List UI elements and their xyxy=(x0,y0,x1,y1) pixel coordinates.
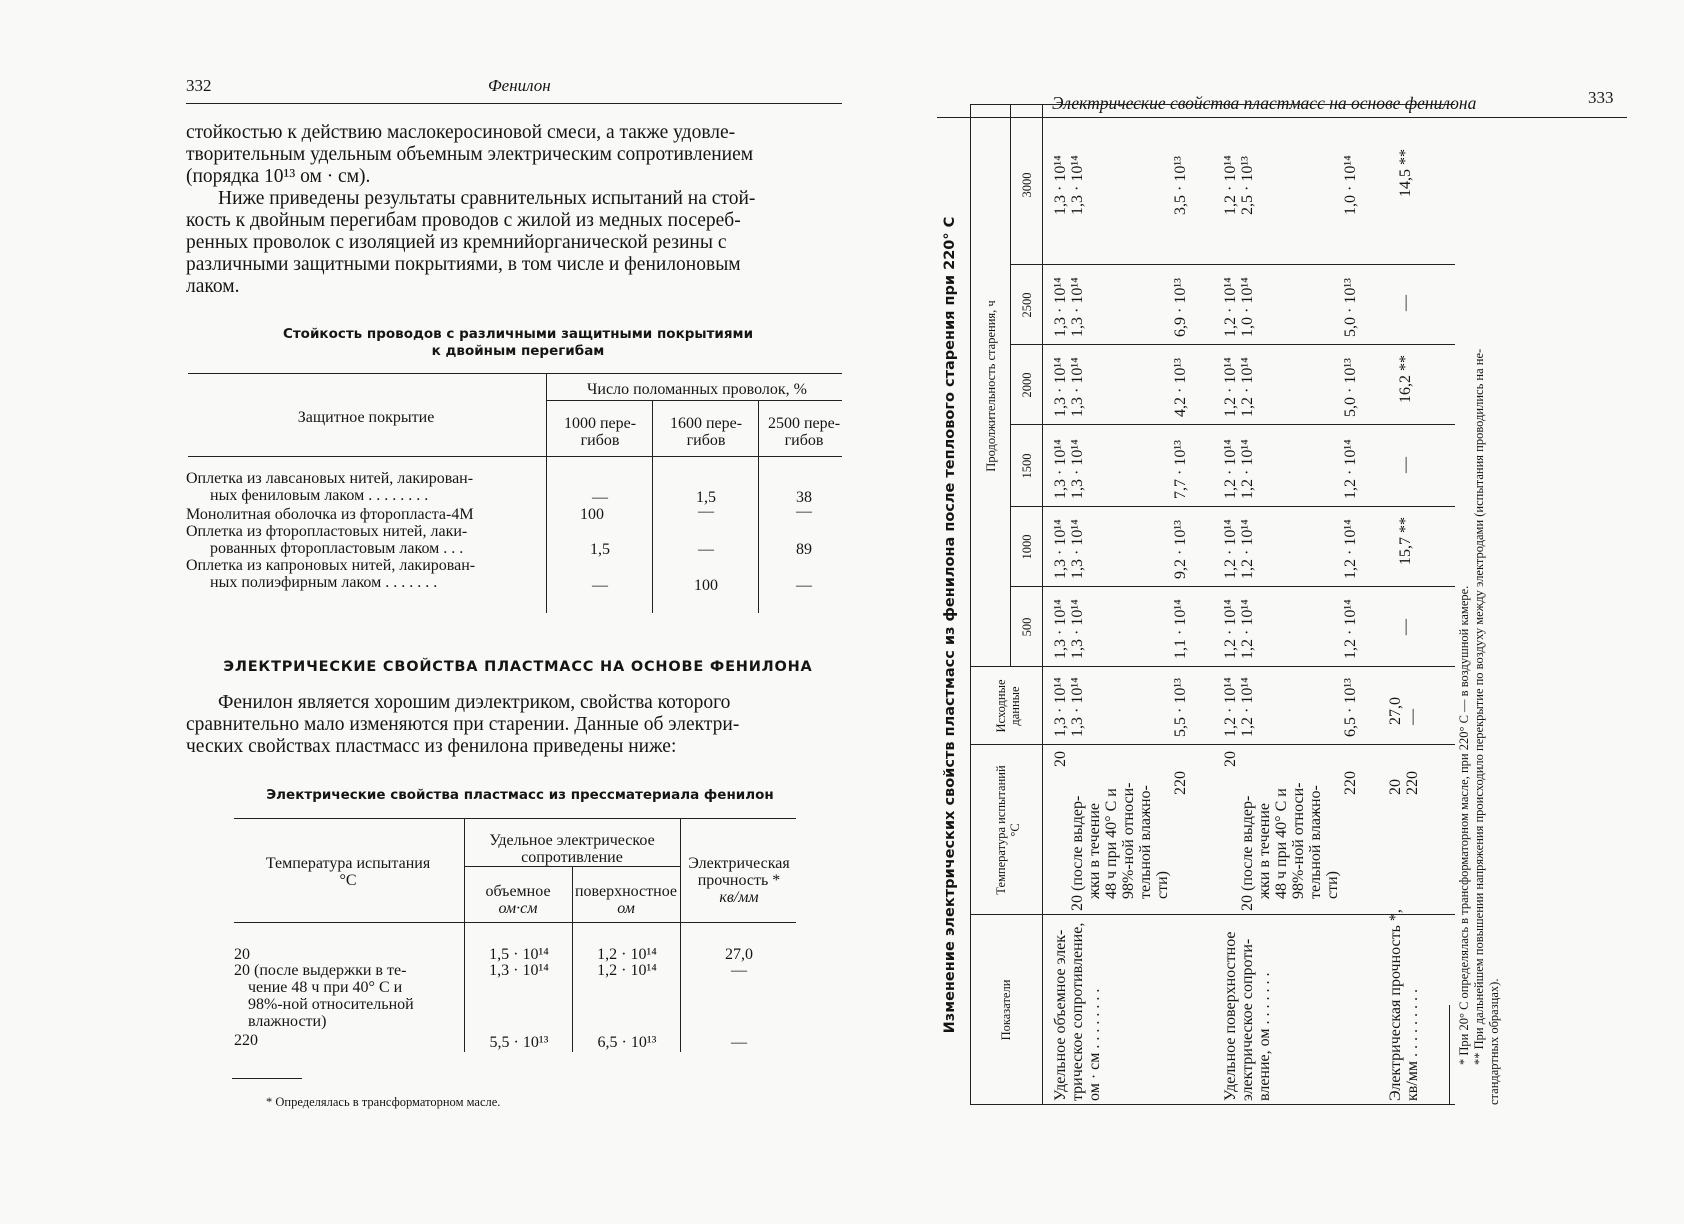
table-cell: 14,5 ** xyxy=(1397,149,1414,197)
table3-col-divider xyxy=(1010,424,1455,425)
table1-col-divider xyxy=(652,400,653,613)
table3-col-divider xyxy=(1010,506,1455,507)
section-heading: ЭЛЕКТРИЧЕСКИЕ СВОЙСТВА ПЛАСТМАСС НА ОСНОВЕ ФЕНИЛОНА xyxy=(223,659,813,675)
row-label-line: ных фениловым лаком . . . . . . . . xyxy=(210,487,429,504)
table-cell xyxy=(1052,519,1086,579)
row-label-line: Оплетка из фторопластовых нитей, лаки- xyxy=(186,523,468,540)
header-line: Удельное электрическое xyxy=(489,832,655,849)
table3-col-divider xyxy=(1010,344,1455,345)
table1-group-rule xyxy=(546,400,848,401)
table-cell: 7,7 · 10¹³ xyxy=(1172,440,1189,499)
value: 1,2 · 10¹⁴ xyxy=(1239,599,1256,659)
table3-group-volume-temp220: 220 xyxy=(1172,771,1189,795)
table-cell: 100 xyxy=(580,506,604,523)
table-cell: — xyxy=(796,503,812,520)
table3-header-duration: Продолжительность старения, ч xyxy=(984,300,998,472)
value: 1,3 · 10¹⁴ xyxy=(1069,599,1086,659)
temp-line: 20 (после выдер- xyxy=(1239,795,1256,911)
table-cell: — xyxy=(731,1034,747,1051)
table1-title-line: к двойным перегибам xyxy=(431,343,605,359)
table-cell: 38 xyxy=(796,489,812,506)
table-cell: 1,5 · 10¹⁴ xyxy=(489,946,549,963)
paragraph-dielectric xyxy=(186,692,850,758)
table-cell: 15,7 ** xyxy=(1397,517,1414,565)
value: 1,2 · 10¹⁴ xyxy=(1239,519,1256,579)
value: 1,3 · 10¹⁴ xyxy=(1052,277,1069,337)
temp-line: жки в течение xyxy=(1256,802,1273,899)
table2-top-rule xyxy=(234,818,796,819)
table3-group-surface-temps xyxy=(1222,751,1341,911)
page-number-left: 332 xyxy=(186,76,212,95)
table-cell xyxy=(1052,155,1086,215)
table-cell: 6,9 · 10¹³ xyxy=(1172,278,1189,337)
row-label-line: 98%-ной относительной xyxy=(248,996,414,1013)
row-label-line: Оплетка из лавсановых нитей, лакирован- xyxy=(186,470,474,487)
header-line: Электрическая xyxy=(688,855,790,872)
temp-line: 20 xyxy=(1222,751,1239,767)
value: 1,3 · 10¹⁴ xyxy=(1052,677,1069,737)
table-cell xyxy=(1052,357,1086,417)
table-cell: 5,0 · 10¹³ xyxy=(1342,358,1359,417)
table-cell xyxy=(1052,439,1086,499)
table-cell: 1,5 xyxy=(696,489,716,506)
header-line: поверхностное xyxy=(574,883,678,900)
header-line: Температура испытания xyxy=(265,855,431,872)
table2-col-divider xyxy=(680,818,681,1052)
value: 1,2 · 10¹⁴ xyxy=(1222,519,1239,579)
table-cell: 5,0 · 10¹³ xyxy=(1342,278,1359,337)
text-line: сравнительно мало изменяются при старении. Данные об электри- xyxy=(186,714,740,735)
row-label-line: ных полиэфирным лаком . . . . . . . xyxy=(210,574,438,591)
table-cell: 89 xyxy=(796,541,812,558)
table-cell: 3,5 · 10¹³ xyxy=(1172,156,1189,215)
temp-line: 20 (после выдер- xyxy=(1069,795,1086,911)
header-line: прочность * xyxy=(697,872,781,889)
table1-header-coating: Защитное покрытие xyxy=(297,409,435,426)
row-label-line: ом · см . . . . . . . . xyxy=(1086,988,1103,1101)
temp-line: 20 xyxy=(1387,779,1404,795)
row-label-line: влажности) xyxy=(248,1013,327,1030)
value: 27,0 xyxy=(1387,697,1404,725)
table-cell: 27,0 xyxy=(725,946,753,963)
table3-hour-2000: 2000 xyxy=(1020,372,1034,398)
header-line: ом·см xyxy=(498,900,538,917)
table-cell: 4,2 · 10¹³ xyxy=(1172,358,1189,417)
temp-line: сти) xyxy=(1154,871,1171,899)
right-page xyxy=(842,0,1684,1224)
table3-title: Изменение электрических свойств пластмасс из фенилона после теплового старения при 220° С xyxy=(942,216,958,1034)
text-line: Ниже приведены результаты сравнительных испытаний на стой- xyxy=(218,188,756,209)
table2-header-rule xyxy=(234,922,796,923)
row-label-line: электрическое сопроти- xyxy=(1239,938,1256,1101)
value: 1,2 · 10¹⁴ xyxy=(1222,155,1239,215)
table-cell xyxy=(1052,277,1086,337)
temp-line: 220 xyxy=(1404,771,1421,795)
value: 1,3 · 10¹⁴ xyxy=(1052,357,1069,417)
table3-top-rule xyxy=(970,105,971,1105)
footnote-rule-right xyxy=(1449,1005,1450,1105)
temp-line: сти) xyxy=(1324,871,1341,899)
text-line: ческих свойствах пластмасс из фенилона приведены ниже: xyxy=(186,736,677,757)
table3-group-strength-label xyxy=(1387,909,1421,1101)
table-cell xyxy=(1052,599,1086,659)
value: 1,2 · 10¹⁴ xyxy=(1222,439,1239,499)
row-label-line: трическое сопротивление, xyxy=(1069,922,1086,1101)
table-row xyxy=(186,523,542,557)
table-cell xyxy=(1052,677,1086,737)
table1-header-rule xyxy=(188,456,848,457)
table-cell: 1,2 · 10¹⁴ xyxy=(597,962,657,979)
row-label-line: чение 48 ч при 40° С и xyxy=(248,979,403,996)
row-label-line: 220 xyxy=(234,1032,258,1049)
table-cell: 100 xyxy=(694,577,718,594)
value: 1,2 · 10¹⁴ xyxy=(1239,677,1256,737)
header-line: °C xyxy=(1008,823,1022,837)
table-cell: — xyxy=(698,503,714,520)
table-cell: — xyxy=(1397,457,1414,473)
value: 1,3 · 10¹⁴ xyxy=(1069,155,1086,215)
text-line: (порядка 10¹³ ом · см). xyxy=(186,166,371,187)
temp-line: 98%-ной относи- xyxy=(1120,782,1137,899)
header-line: данные xyxy=(1008,686,1022,726)
table2-header-volume xyxy=(464,883,572,917)
table-cell: — xyxy=(1397,619,1414,635)
table1-col-divider xyxy=(546,373,547,613)
table1-header-col xyxy=(654,415,758,449)
temp-line: тельной влажно- xyxy=(1307,785,1324,899)
table1-title-line: Стойкость проводов с различными защитными покрытиями xyxy=(282,326,754,342)
table3-group-surface-temp220: 220 xyxy=(1342,771,1359,795)
value: 1,2 · 10¹⁴ xyxy=(1222,277,1239,337)
header-line: 2500 пере- xyxy=(767,415,841,432)
table3-group-volume-temps xyxy=(1052,751,1171,911)
header-line: 1600 пере- xyxy=(669,415,743,432)
value: 2,5 · 10¹³ xyxy=(1239,156,1256,215)
table1-header-group: Число поломанных проволок, % xyxy=(587,381,807,398)
text-line: ренных проволок с изоляцией из кремнийорганической резины с xyxy=(186,232,727,253)
table3-col-divider xyxy=(970,666,1455,667)
temp-line: 48 ч при 40° С и xyxy=(1273,788,1290,899)
temp-line: 48 ч при 40° С и xyxy=(1103,788,1120,899)
value: — xyxy=(1404,709,1421,725)
table-cell xyxy=(1387,697,1421,725)
table3-group-rule xyxy=(1010,105,1011,667)
page-number-right: 333 xyxy=(1588,88,1614,107)
table-cell xyxy=(1222,599,1256,659)
value: 1,2 · 10¹⁴ xyxy=(1239,357,1256,417)
table3-group-volume-label xyxy=(1052,923,1103,1101)
table3-footnote-2b: стандартных образцах). xyxy=(1487,978,1501,1105)
text-line: творительным удельным объемным электрическим сопротивлением xyxy=(186,144,754,165)
table3-group-surface-label xyxy=(1222,931,1273,1101)
table3-col-divider xyxy=(970,744,1455,745)
row-label-line: Удельное поверхностное xyxy=(1222,931,1239,1101)
table-cell: 5,5 · 10¹³ xyxy=(1172,678,1189,737)
table-cell: 9,2 · 10¹³ xyxy=(1172,520,1189,579)
value: 1,2 · 10¹⁴ xyxy=(1222,599,1239,659)
table-cell: 5,5 · 10¹³ xyxy=(489,1034,549,1051)
table2-header-strength xyxy=(682,855,796,906)
table-cell: 6,5 · 10¹³ xyxy=(597,1034,657,1051)
temp-line: 98%-ной относи- xyxy=(1290,782,1307,899)
header-line: ом xyxy=(617,900,635,917)
paragraph-comparison xyxy=(186,188,850,298)
table2-title: Электрические свойства пластмасс из прессматериала фенилон xyxy=(266,787,774,803)
table-cell: 1,0 · 10¹⁴ xyxy=(1342,155,1359,215)
temp-line: тельной влажно- xyxy=(1137,785,1154,899)
value: 1,3 · 10¹⁴ xyxy=(1069,677,1086,737)
header-line: 1000 пере- xyxy=(563,415,637,432)
running-head-left: Фенилон xyxy=(488,76,551,95)
table-row xyxy=(234,962,460,1030)
table3-footnote-2a: ** При дальнейшем повышении напряжения происходило перекрытие по воздуху между электродами (испытания проводились на не- xyxy=(1472,348,1486,1065)
table-cell xyxy=(1222,277,1256,337)
table-cell: 1,1 · 10¹⁴ xyxy=(1172,599,1189,659)
table-row xyxy=(234,946,460,963)
header-line: сопротивление xyxy=(521,849,623,866)
table-cell xyxy=(1222,439,1256,499)
table3-col-divider xyxy=(970,914,1455,915)
table-cell: — xyxy=(1397,295,1414,311)
row-label-line: Монолитная оболочка из фторопласта-4М xyxy=(186,506,474,523)
header-line: кв/мм xyxy=(719,889,759,906)
value: 1,0 · 10¹⁴ xyxy=(1239,277,1256,337)
row-label-line: рованных фторопластовым лаком . . . xyxy=(210,540,464,557)
value: 1,3 · 10¹⁴ xyxy=(1069,357,1086,417)
table-cell xyxy=(1222,519,1256,579)
table2-group-rule xyxy=(464,866,680,867)
table-cell: 1,2 · 10¹⁴ xyxy=(1342,599,1359,659)
table-cell: 1,2 · 10¹⁴ xyxy=(1342,519,1359,579)
text-line: различными защитными покрытиями, в том числе и фенилоновым xyxy=(186,254,741,275)
row-label-line: Электрическая прочность *, xyxy=(1387,909,1404,1101)
header-line: объемное xyxy=(485,883,551,900)
table3-footnote-1: * При 20° С определялась в трансформаторном масле, при 220° С — в воздушной камере. xyxy=(1457,585,1471,1065)
table3-hour-1000: 1000 xyxy=(1020,534,1034,560)
value: 1,3 · 10¹⁴ xyxy=(1052,439,1069,499)
table-row xyxy=(186,506,542,523)
row-label-line: 20 xyxy=(234,946,250,963)
table3-hour-2500: 2500 xyxy=(1020,292,1034,318)
value: 1,3 · 10¹⁴ xyxy=(1069,439,1086,499)
table-cell xyxy=(1222,677,1256,737)
header-line: гибов xyxy=(580,432,620,449)
text-line: стойкостью к действию маслокеросиновой смеси, а также удовле- xyxy=(186,122,736,143)
running-head-right: Электрические свойства пластмасс на основе фенилона xyxy=(1052,93,1477,113)
table3-col-divider xyxy=(1010,264,1455,265)
value: 1,2 · 10¹⁴ xyxy=(1239,439,1256,499)
table3-group-strength-temps xyxy=(1387,771,1421,795)
table2-footnote: * Определялась в трансформаторном масле. xyxy=(266,1095,501,1109)
row-label-line: вление, ом . . . . . . . xyxy=(1256,972,1273,1101)
table3-hour-500: 500 xyxy=(1020,617,1034,637)
table3-header-indicators: Показатели xyxy=(999,979,1013,1041)
table-cell: 1,3 · 10¹⁴ xyxy=(489,962,549,979)
table-cell: 1,5 xyxy=(590,541,610,558)
table-cell: 6,5 · 10¹³ xyxy=(1342,678,1359,737)
table2-header-surface xyxy=(572,883,680,917)
table-cell: — xyxy=(592,489,608,506)
table1-title xyxy=(186,326,850,360)
table-cell: 1,2 · 10¹⁴ xyxy=(1342,439,1359,499)
temp-line: 20 xyxy=(1052,751,1069,767)
row-label-line: Оплетка из капроновых нитей, лакирован- xyxy=(186,557,476,574)
temp-line: жки в течение xyxy=(1086,802,1103,899)
table-cell: — xyxy=(592,577,608,594)
table2-header-temp xyxy=(234,855,462,889)
table2-header-resist xyxy=(464,832,680,866)
table1-header-col xyxy=(760,415,848,449)
header-line: Температура испытаний xyxy=(994,765,1008,895)
header-rule-left xyxy=(186,103,850,104)
table3-col-divider xyxy=(1010,586,1455,587)
row-label-line: кв/мм . . . . . . . . . xyxy=(1404,988,1421,1101)
table1-header-col xyxy=(548,415,652,449)
table3-header-temp xyxy=(994,745,1022,915)
table-cell: — xyxy=(796,577,812,594)
intro-paragraph xyxy=(186,122,850,188)
table3-header-initial xyxy=(994,667,1022,745)
table-cell: — xyxy=(731,962,747,979)
header-line: гибов xyxy=(686,432,726,449)
text-line: кость к двойным перегибам проводов с жилой из медных посереб- xyxy=(186,210,741,231)
table-row xyxy=(186,557,542,591)
table3-header-rule xyxy=(1042,105,1043,1105)
table-cell: 16,2 ** xyxy=(1397,355,1414,403)
table-row xyxy=(186,470,542,504)
table1-top-rule xyxy=(188,373,848,374)
table-cell xyxy=(1222,155,1256,215)
rotated-table-area xyxy=(842,55,1542,1215)
header-line: гибов xyxy=(784,432,824,449)
table3-hour-1500: 1500 xyxy=(1020,453,1034,479)
row-label-line: Удельное объемное элек- xyxy=(1052,929,1069,1101)
text-line: Фенилон является хорошим диэлектриком, свойства которого xyxy=(218,692,731,713)
table-row xyxy=(234,1032,460,1049)
value: 1,2 · 10¹⁴ xyxy=(1222,677,1239,737)
table-cell: — xyxy=(698,541,714,558)
table-cell: 1,2 · 10¹⁴ xyxy=(597,946,657,963)
value: 1,3 · 10¹⁴ xyxy=(1052,519,1069,579)
value: 1,3 · 10¹⁴ xyxy=(1069,277,1086,337)
text-line: лаком. xyxy=(186,276,240,297)
table3-hour-3000: 3000 xyxy=(1020,172,1034,198)
header-line: °C xyxy=(339,872,357,889)
table1-col-divider xyxy=(758,400,759,613)
value: 1,3 · 10¹⁴ xyxy=(1052,599,1069,659)
footnote-rule xyxy=(232,1078,302,1079)
table-cell xyxy=(1222,357,1256,417)
value: 1,3 · 10¹⁴ xyxy=(1069,519,1086,579)
value: 1,3 · 10¹⁴ xyxy=(1052,155,1069,215)
row-label-line: 20 (после выдержки в те- xyxy=(234,962,407,979)
header-line: Исходные xyxy=(994,679,1008,733)
value: 1,2 · 10¹⁴ xyxy=(1222,357,1239,417)
table3-right-edge xyxy=(970,104,1455,105)
